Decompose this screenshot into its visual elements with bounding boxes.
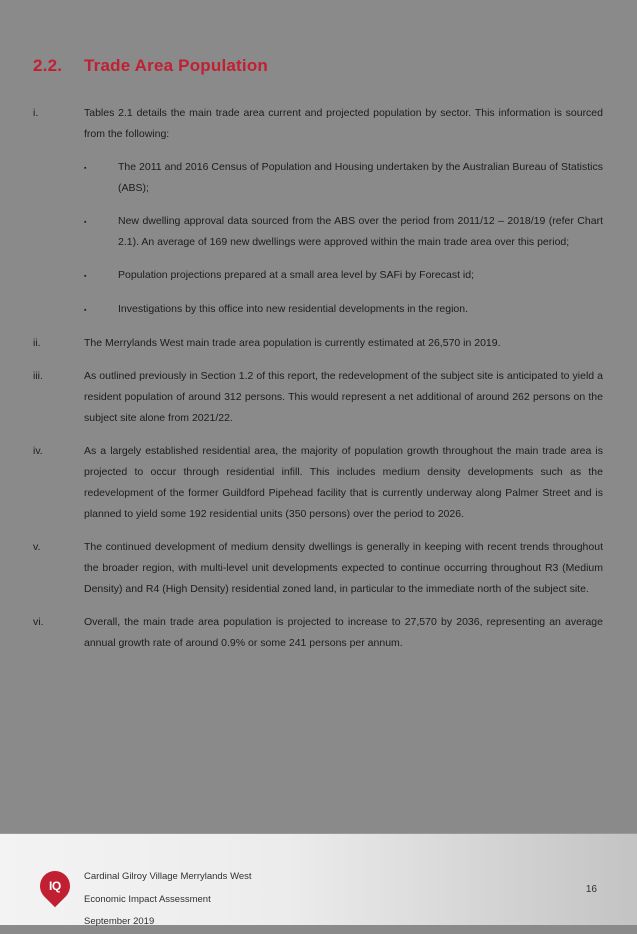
bullet-icon: ▪: [84, 307, 87, 314]
logo-text: IQ: [49, 879, 61, 894]
bullet-item: [84, 157, 603, 199]
footer-report-type: Economic Impact Assessment: [84, 893, 211, 905]
bullet-text: Population projections prepared at a small area level by SAFi by Forecast id;: [118, 269, 475, 281]
list-item: [33, 612, 603, 654]
list-item-text: The continued development of medium density dwellings is generally in keeping with recent trends throughout the broader region, with multi-level unit developments expected to continue occurring throughout R3 (Medium Density) and R4 (High Density) residential zoned land, in particular to the immediate north of the subject site.: [84, 541, 603, 595]
list-item-text: Overall, the main trade area population is projected to increase to 27,570 by 2036, representing an average annual growth rate of around 0.9% or some 241 persons per annum.: [84, 616, 603, 649]
list-item-marker: v.: [33, 541, 41, 553]
page-number: 16: [585, 884, 597, 895]
list-item-text: As a largely established residential area, the majority of population growth throughout the main trade area is projected to occur through residential infill. This includes medium density developments such as the redevelopment of the former Guildford Pipehead facility that is currently underway along Palmer Street and is planned to yield some 192 residential units (350 persons) over the period to 2026.: [84, 445, 603, 520]
list-item: [33, 103, 603, 145]
list-item-text: As outlined previously in Section 1.2 of this report, the redevelopment of the subject site is anticipated to yield a resident population of around 312 persons. This would represent a net additional of around 262 persons on the subject site alone from 2021/22.: [84, 370, 603, 424]
footer-project-title: Cardinal Gilroy Village Merrylands West: [84, 871, 252, 882]
bullet-icon: ▪: [84, 165, 87, 172]
bullet-item: [84, 211, 603, 253]
list-item-marker: iv.: [33, 445, 43, 457]
list-item: [33, 537, 603, 600]
list-item-text: Tables 2.1 details the main trade area current and projected population by sector. This information is sourced from the following:: [84, 107, 603, 140]
footer-text-block: [84, 866, 252, 934]
list-item-marker: ii.: [33, 337, 41, 349]
section-title: Trade Area Population: [84, 56, 268, 75]
bullet-icon: ▪: [84, 273, 87, 280]
list-item: [33, 333, 603, 354]
bullet-item: [84, 299, 603, 321]
bullet-icon: ▪: [84, 219, 87, 226]
list-item-marker: iii.: [33, 370, 43, 382]
list-item-text: The Merrylands West main trade area population is currently estimated at 26,570 in 2019.: [84, 337, 501, 349]
section-heading: [33, 56, 603, 76]
footer-date: September 2019: [84, 916, 155, 927]
bullet-text: Investigations by this office into new residential developments in the region.: [118, 303, 469, 315]
page-content: [33, 56, 603, 666]
section-number: 2.2.: [33, 56, 63, 75]
bullet-text: The 2011 and 2016 Census of Population and Housing undertaken by the Australian Bureau of Statistics (ABS);: [118, 161, 603, 194]
list-item-marker: vi.: [33, 616, 44, 628]
bullet-item: [84, 265, 603, 287]
bullet-text: New dwelling approval data sourced from the ABS over the period from 2011/12 – 2018/19 (refer Chart 2.1). An average of 169 new dwellings were approved within the main trade area over this period;: [118, 215, 603, 248]
list-item: [33, 441, 603, 525]
list-item-marker: i.: [33, 107, 39, 119]
list-item: [33, 366, 603, 429]
